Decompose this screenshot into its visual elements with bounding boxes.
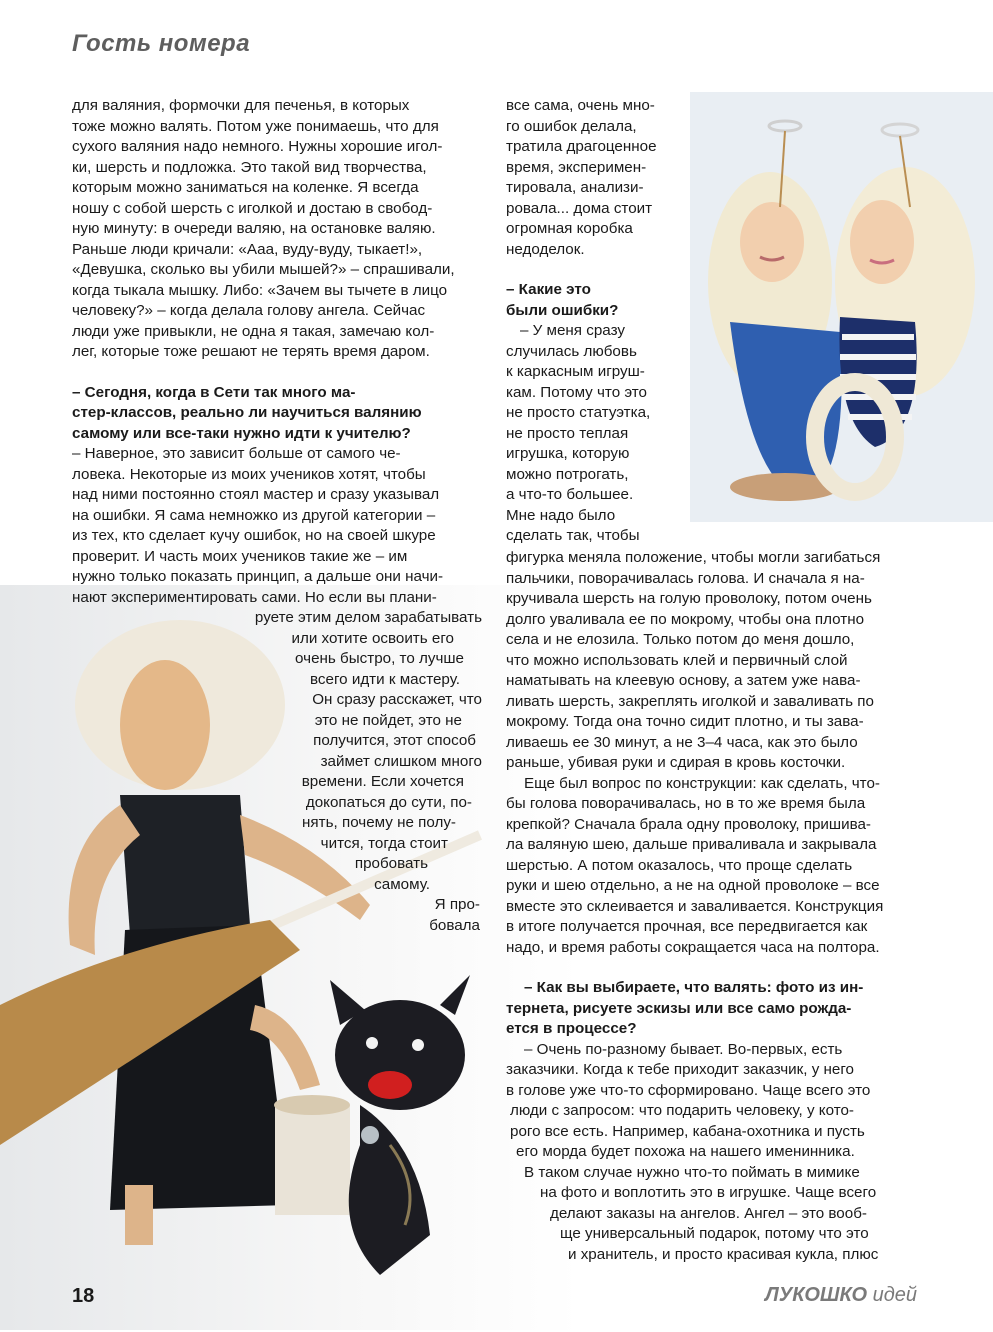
text-line: заказчики. Когда к тебе приходит заказчик, у него <box>506 1061 854 1078</box>
text-line: сухого валяния надо немного. Нужны хорошие игол- <box>72 138 443 155</box>
text-line: всего идти к мастеру. <box>310 670 460 688</box>
text-line: ется в процессе? <box>506 1020 637 1037</box>
text-line: недоделок. <box>506 240 585 258</box>
text-line: самому. <box>374 875 430 893</box>
text-line: в голове уже что-то сформировано. Чаще всего это <box>506 1081 871 1099</box>
text-line: а что-то большее. <box>506 486 634 503</box>
text-line: это не пойдет, это не <box>314 711 462 729</box>
text-line: нают экспериментировать сами. Но если вы плани- <box>72 588 437 606</box>
text-line: «Девушка, сколько вы убили мышей?» – спрашивали, <box>72 261 455 278</box>
section-title: Гость номера <box>72 30 251 57</box>
text-line: ливаешь ее 30 минут, а не 3–4 часа, как это было <box>506 733 858 751</box>
text-line: Он сразу расскажет, что <box>312 691 482 708</box>
text-line: ную минуту: в очереди валяю, на остановке валяю. <box>72 220 436 237</box>
text-line: бы голова поворачивалась, но в то же время была <box>506 795 866 812</box>
text-line: очень быстро, то лучше <box>295 650 464 667</box>
text-line: огромная коробка <box>506 220 633 237</box>
text-line: над ними постоянно стоял мастер и сразу указывал <box>72 486 440 503</box>
answer-2 <box>506 321 686 547</box>
text-line: чится, тогда стоит <box>320 834 448 852</box>
angels-photo <box>690 92 993 522</box>
question-3 <box>506 978 926 1040</box>
text-line: времени. Если хочется <box>301 773 464 790</box>
text-line: и хранитель, и просто красивая кукла, плюс <box>568 1245 879 1263</box>
text-line: займет слишком много <box>320 752 482 770</box>
text-line: докопаться до сути, по- <box>305 793 472 811</box>
magazine-logo <box>765 1284 917 1307</box>
text-line: время, эксперимен- <box>506 158 647 176</box>
text-line: сделать так, чтобы <box>506 527 640 544</box>
text-line: к каркасным игруш- <box>506 363 645 380</box>
text-line: ношу с собой шерсть с иголкой и достаю в свобод- <box>72 199 433 217</box>
text-line: люди с запросом: что подарить человеку, у кото- <box>510 1102 854 1119</box>
text-line: не просто теплая <box>506 424 629 442</box>
text-line: наматывать на клеевую основу, а затем уже нава- <box>506 672 861 689</box>
text-line: человеку?» – когда делала голову ангела. Сейчас <box>72 302 426 319</box>
answer-1 <box>72 444 492 608</box>
text-line: фигурка меняла положение, чтобы могли загибаться <box>506 549 881 566</box>
brand-sub: идей <box>872 1284 918 1306</box>
text-line: – Какие это <box>506 281 591 298</box>
text-line: Еще был вопрос по конструкции: как сделать, что- <box>524 774 880 792</box>
paragraph-intro <box>72 96 492 363</box>
text-line: руете этим делом зарабатывать <box>254 609 482 626</box>
text-line: крепкой? Сначала брала одну проволоку, пришива- <box>506 815 871 833</box>
text-line: люди уже привыкли, не одна я такая, замечаю кол- <box>72 322 435 340</box>
text-line: в итоге получается прочная, все передвигается как <box>506 918 868 935</box>
text-line: тернета, рисуете эскизы или все само рожда- <box>506 999 852 1017</box>
text-line: ки, шерсть и подложка. Это такой вид творчества, <box>72 158 427 176</box>
text-line: на фото и воплотить это в игрушке. Чаще всего <box>540 1184 877 1201</box>
angels-illustration <box>690 92 993 522</box>
text-line: для валяния, формочки для печенья, в которых <box>72 97 410 114</box>
text-line: ще универсальный подарок, потому что это <box>560 1225 869 1242</box>
text-line: ла валяную шею, дальше приваливала и закрывала <box>506 836 877 853</box>
text-line: стер-классов, реально ли научиться валянию <box>72 404 422 421</box>
question-1 <box>72 383 492 445</box>
text-line: пробовать <box>354 855 428 872</box>
text-line: на ошибки. Я сама немножко из другой категории – <box>72 506 436 524</box>
text-line: руки и шею отдельно, а не на одной проволоке – все <box>506 877 880 894</box>
text-line: – Очень по-разному бывает. Во-первых, есть <box>524 1040 843 1058</box>
text-line: из тех, кто сделает кучу ошибок, но на своей шкуре <box>72 527 436 544</box>
text-line: – У меня сразу <box>520 322 625 339</box>
text-line: го ошибок делала, <box>506 117 637 135</box>
brand-main: ЛУКОШКО <box>765 1284 868 1306</box>
text-line: проверит. И часть моих учеников такие же – им <box>72 547 408 565</box>
text-line: Мне надо было <box>506 506 616 524</box>
text-line: тратила драгоценное <box>506 138 657 155</box>
text-line: можно потрогать, <box>506 465 629 483</box>
answer-2-continued <box>506 548 926 774</box>
text-line: шерстью. А потом оказалось, что проще сделать <box>506 856 853 874</box>
text-line: самому или все-таки нужно идти к учителю? <box>72 424 411 442</box>
right-column <box>506 548 926 1265</box>
text-line: Я про- <box>434 896 480 913</box>
middle-column <box>506 96 686 547</box>
text-line: – Сегодня, когда в Сети так много ма- <box>72 383 356 401</box>
text-line: были ошибки? <box>506 301 619 319</box>
text-line: кручивала шерсть на голую проволоку, потом очень <box>506 590 872 607</box>
text-line: ловека. Некоторые из моих учеников хотят, чтобы <box>72 465 426 483</box>
text-line: лег, которые тоже решают не терять время даром. <box>72 343 430 360</box>
text-line: – Наверное, это зависит больше от самого че- <box>72 445 401 462</box>
text-line: игрушка, которую <box>506 445 630 462</box>
text-line: нужно только показать принцип, а дальше они начи- <box>72 568 444 585</box>
page-number: 18 <box>72 1285 95 1307</box>
paragraph-construction <box>506 774 926 959</box>
text-line: долго уваливала ее по мокрому, чтобы она плотно <box>506 610 865 628</box>
text-line: ливать шерсть, закреплять иголкой и заваливать по <box>506 692 874 710</box>
left-column <box>72 96 492 936</box>
question-2 <box>506 280 686 321</box>
text-line: тировала, анализи- <box>506 179 644 196</box>
answer-1-wrap <box>72 608 482 936</box>
text-line: В таком случае нужно что-то поймать в мимике <box>524 1163 860 1181</box>
answer-3 <box>506 1040 926 1266</box>
text-line: бовала <box>429 916 480 934</box>
text-line: кам. Потому что это <box>506 383 648 401</box>
text-line: тоже можно валять. Потом уже понимаешь, что для <box>72 117 439 135</box>
text-line: что можно использовать клей и первичный слой <box>506 651 848 669</box>
text-line: случилась любовь <box>506 342 637 360</box>
text-line: получится, этот способ <box>313 732 476 749</box>
text-line: рого все есть. Например, кабана-охотника и пусть <box>510 1122 865 1140</box>
text-line: мокрому. Тогда она точно сидит плотно, и ты зава- <box>506 713 864 730</box>
text-line: – Как вы выбираете, что валять: фото из ин- <box>524 979 864 996</box>
text-line: когда тыкала мышку. Либо: «Зачем вы тычете в лицо <box>72 281 448 299</box>
paragraph-mid <box>506 96 686 260</box>
text-line: надо, и время работы сокращается часа на полтора. <box>506 938 880 956</box>
text-line: не просто статуэтка, <box>506 404 651 421</box>
text-line: или хотите освоить его <box>291 629 454 647</box>
text-line: все сама, очень мно- <box>506 97 655 114</box>
text-line: вместе это склеивается и заваливается. Конструкция <box>506 897 884 915</box>
text-line: села и не елозила. Только потом до меня дошло, <box>506 631 855 648</box>
text-line: ровала... дома стоит <box>506 199 653 217</box>
text-line: пальчики, поворачивалась голова. И сначала я на- <box>506 569 865 587</box>
text-line: раньше, убивая руки и сдирая в кровь косточки. <box>506 754 846 771</box>
text-line: его морда будет похожа на нашего именинника. <box>516 1143 855 1160</box>
text-line: делают заказы на ангелов. Ангел – это вооб- <box>550 1204 867 1222</box>
text-line: нять, почему не полу- <box>302 814 456 831</box>
text-line: Раньше люди кричали: «Ааа, вуду-вуду, тыкает!», <box>72 240 423 258</box>
text-line: которым можно заниматься на коленке. Я всегда <box>72 179 419 196</box>
